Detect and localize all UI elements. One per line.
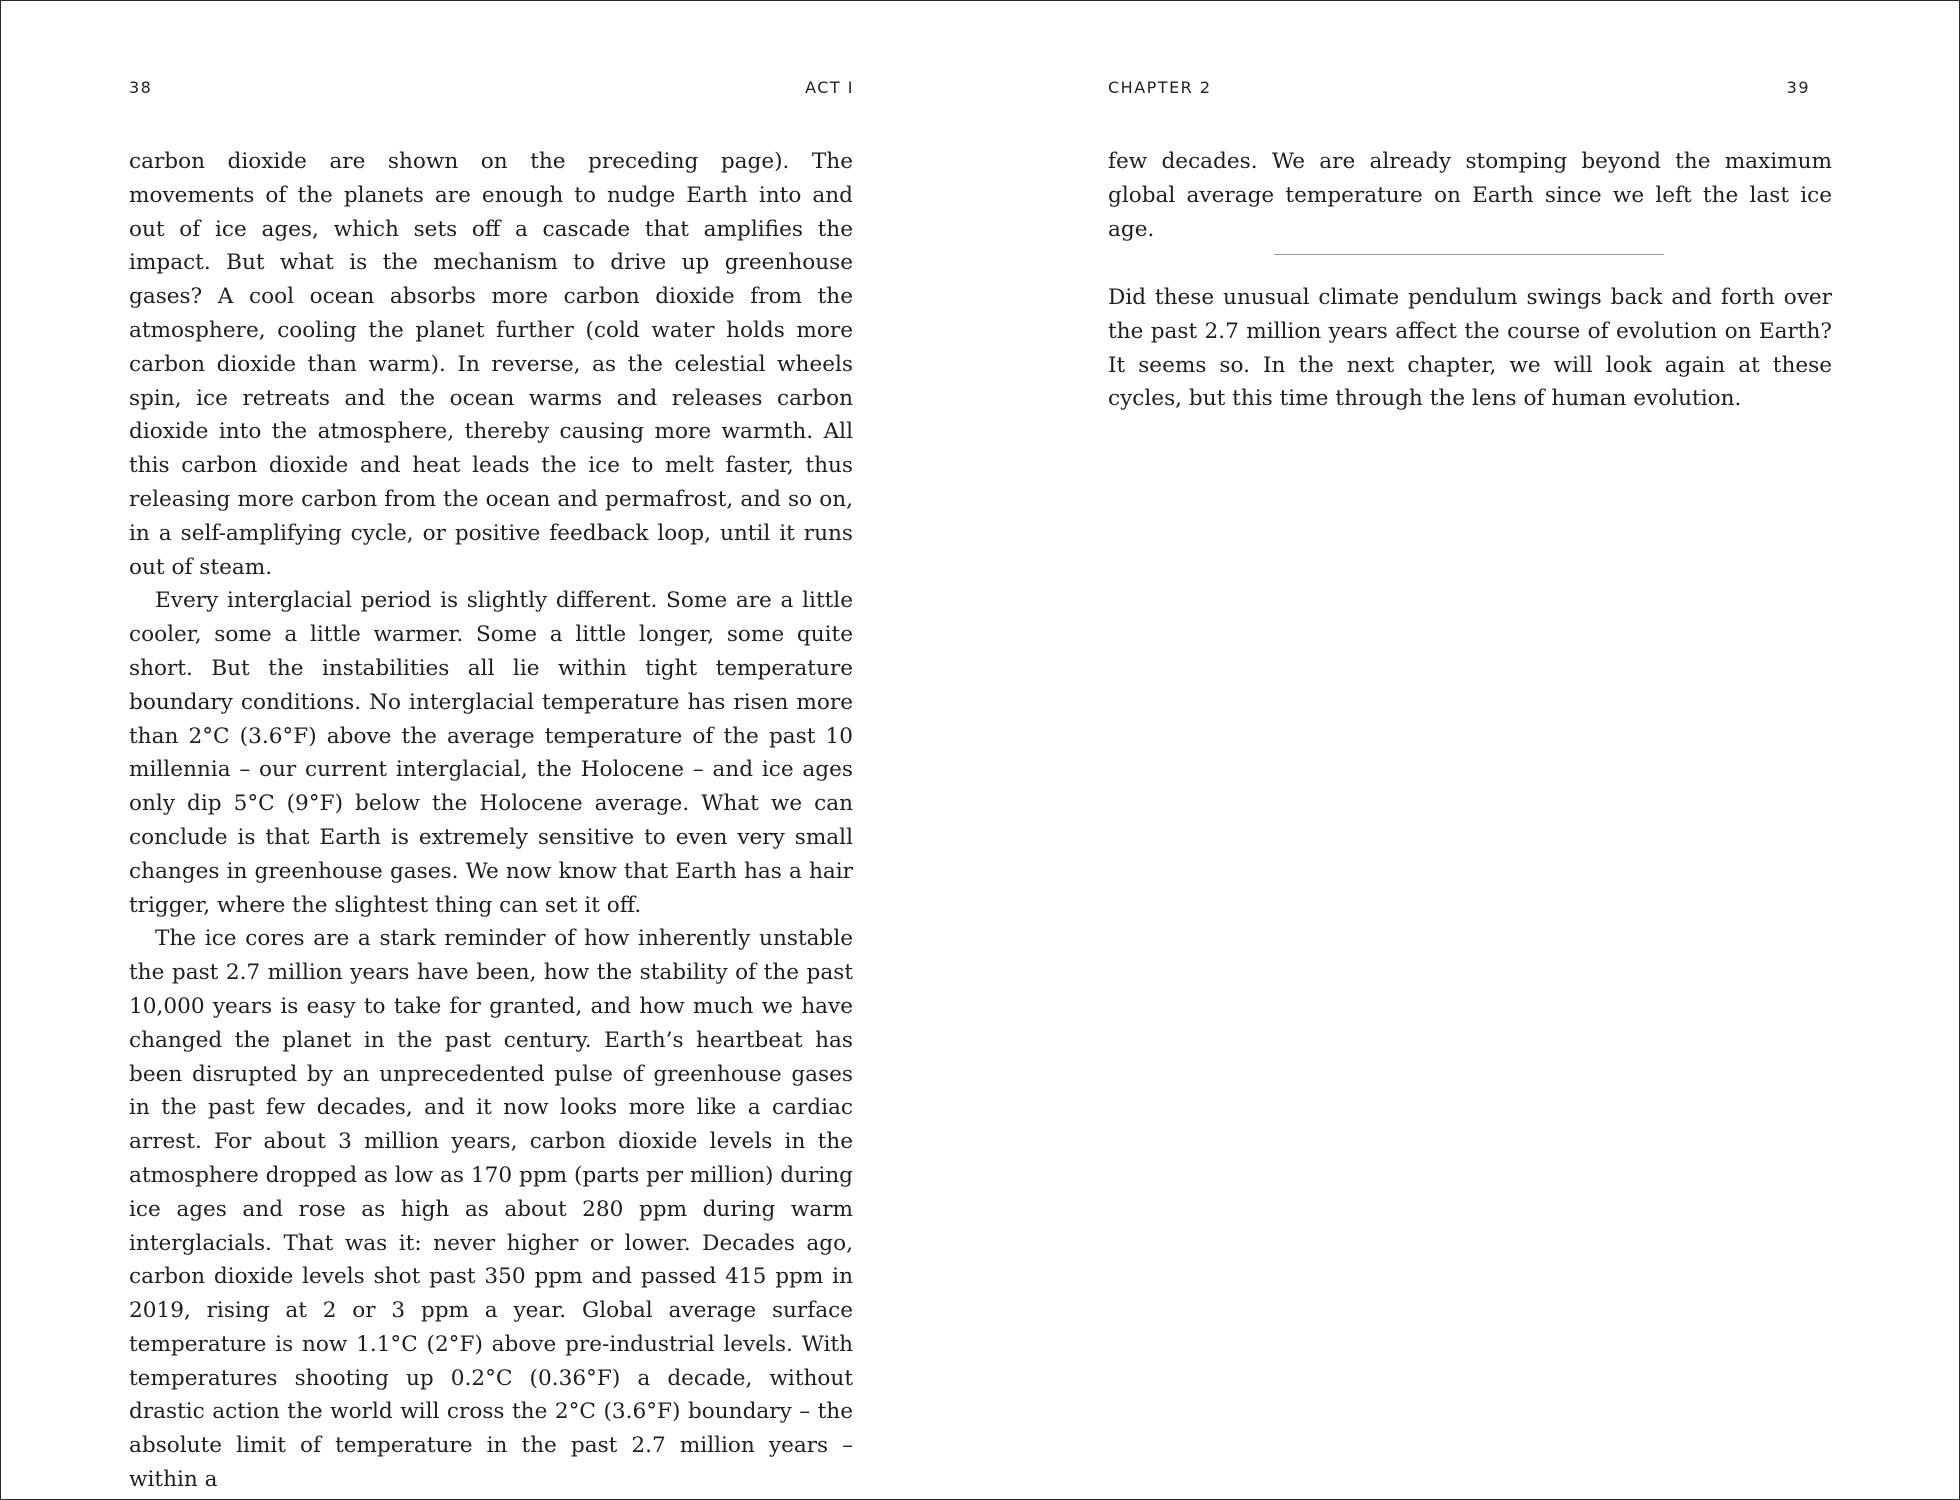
body-text-right-continuation — [1108, 145, 1832, 246]
paragraph-1: carbon dioxide are shown on the preceding page). The movements of the planets are enough to nudge Earth into and out of ice ages, which sets off a cascade that amplifies the impact. But what is the mechanism to drive up greenhouse gases? A cool ocean absorbs more carbon dioxide from the atmosphere, cooling the planet further (cold water holds more carbon dioxide than warm). In reverse, as the celestial wheels spin, ice retreats and the ocean warms and releases carbon dioxide into the atmosphere, thereby causing more warmth. All this carbon dioxide and heat leads the ice to melt faster, thus releasing more carbon from the ocean and permafrost, and so on, in a self-amplifying cycle, or positive feedback loop, until it runs out of steam. — [129, 149, 853, 580]
paragraph-after-break: Did these unusual climate pendulum swings back and forth over the past 2.7 million years affect the course of evolution on Earth? It seems so. In the next chapter, we will look again at these cycles, but this time through the lens of human evolution. — [1108, 285, 1832, 412]
body-text-right-after-break — [1108, 281, 1832, 416]
body-text-left — [129, 145, 853, 1497]
paragraph-2: Every interglacial period is slightly different. Some are a little cooler, some a little warmer. Some a little longer, some quite short. But the instabilities all lie within tight temperature boundary conditions. No interglacial temperature has risen more than 2°C (3.6°F) above the average temperature of the past 10 millennia – our current interglacial, the Holocene – and ice ages only dip 5°C (9°F) below the Holocene average. What we can conclude is that Earth is extremely sensitive to even very small changes in greenhouse gases. We now know that Earth has a hair trigger, where the slightest thing can set it off. — [129, 588, 853, 918]
page-number-right: 39 — [1786, 78, 1810, 97]
running-head-left: ACT I — [805, 78, 854, 97]
section-break-rule — [1274, 254, 1664, 255]
paragraph-continuation: few decades. We are already stomping beyond the maximum global average temperature on Earth since we left the last ice age. — [1108, 149, 1832, 242]
running-head-right: CHAPTER 2 — [1108, 78, 1212, 97]
page-number-left: 38 — [129, 78, 153, 97]
paragraph-3: The ice cores are a stark reminder of how inherently unstable the past 2.7 million years have been, how the stability of the past 10,000 years is easy to take for granted, and how much we have changed the planet in the past century. Earth’s heartbeat has been disrupted by an unprecedented pulse of greenhouse gases in the past few decades, and it now looks more like a cardiac arrest. For about 3 million years, carbon dioxide levels in the atmosphere dropped as low as 170 ppm (parts per million) during ice ages and rose as high as about 280 ppm during warm interglacials. That was it: never higher or lower. Decades ago, carbon dioxide levels shot past 350 ppm and passed 415 ppm in 2019, rising at 2 or 3 ppm a year. Global average surface temperature is now 1.1°C (2°F) above pre-industrial levels. With temperatures shooting up 0.2°C (0.36°F) a decade, without drastic action the world will cross the 2°C (3.6°F) boundary – the absolute limit of temperature in the past 2.7 million years – within a — [129, 926, 853, 1493]
